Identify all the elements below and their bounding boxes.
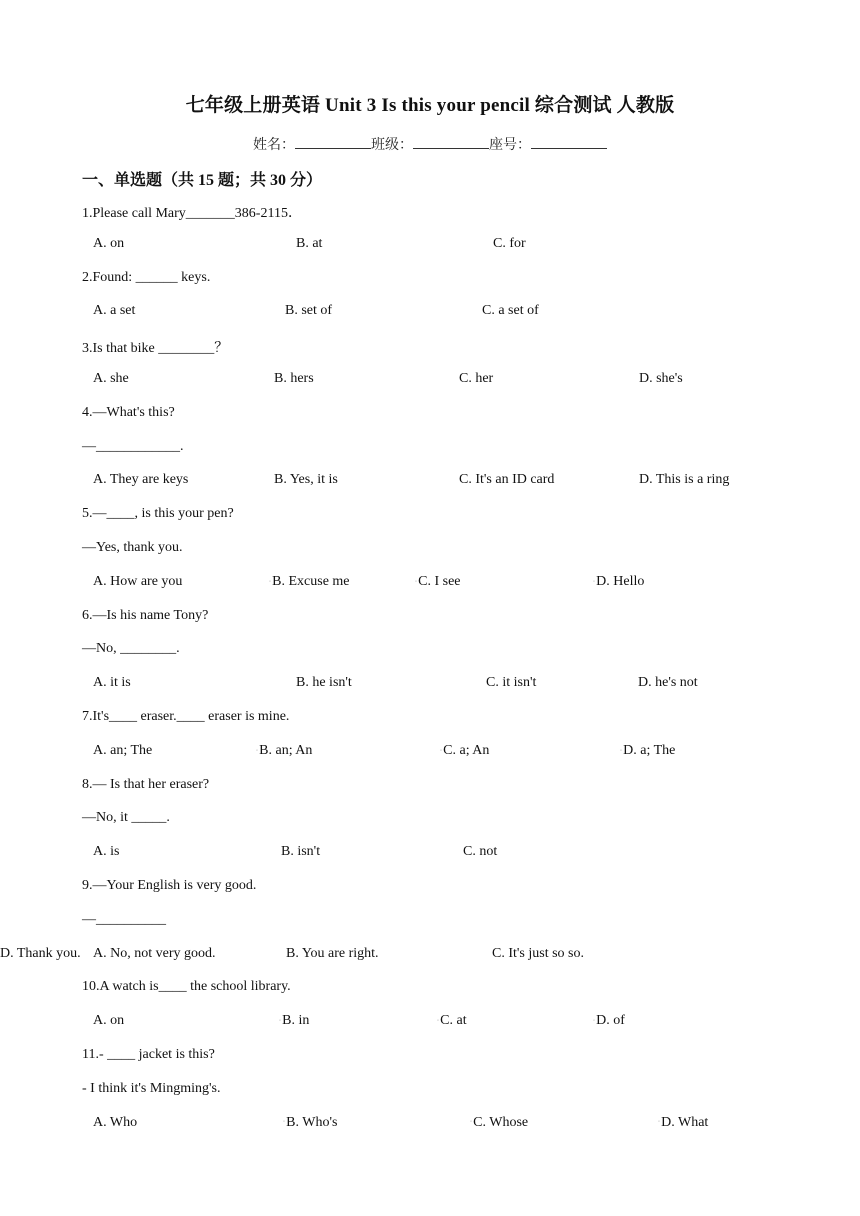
answer-option[interactable] bbox=[281, 844, 320, 860]
answer-option-label: C. Whose bbox=[473, 1114, 529, 1130]
question-dialogue-line: —__________ bbox=[82, 911, 166, 927]
answer-option-label: D. he's not bbox=[638, 675, 698, 691]
options-row bbox=[0, 371, 860, 391]
answer-option-label: B. Excuse me bbox=[272, 573, 350, 589]
answer-option[interactable] bbox=[269, 574, 350, 590]
option-marker-icon: ◦ bbox=[437, 1017, 440, 1024]
answer-option[interactable] bbox=[93, 1013, 124, 1029]
answer-option[interactable] bbox=[639, 472, 729, 488]
answer-option-label: C. a set of bbox=[482, 303, 539, 319]
question-stem: 4.—What's this? bbox=[82, 404, 175, 420]
answer-option-label: B. isn't bbox=[281, 844, 321, 860]
seat-label: 座号： bbox=[489, 138, 531, 153]
answer-option[interactable] bbox=[93, 236, 124, 252]
answer-option-label: B. set of bbox=[285, 303, 333, 319]
question-stem: 3.Is that bike ________？ bbox=[82, 341, 229, 357]
answer-option[interactable] bbox=[0, 946, 81, 962]
answer-option[interactable] bbox=[285, 303, 332, 319]
option-marker-icon: ◦ bbox=[470, 1119, 473, 1126]
answer-option[interactable] bbox=[279, 1013, 309, 1029]
answer-option[interactable] bbox=[283, 1115, 337, 1131]
option-marker-icon: ◦ bbox=[593, 1017, 596, 1024]
class-label: 班级： bbox=[371, 138, 413, 153]
answer-option-label: B. Yes, it is bbox=[274, 472, 338, 488]
answer-option[interactable] bbox=[93, 574, 182, 590]
answer-option[interactable] bbox=[486, 675, 536, 691]
answer-option-label: A. They are keys bbox=[93, 472, 189, 488]
answer-option-label: C. it isn't bbox=[486, 675, 537, 691]
name-label: 姓名： bbox=[253, 138, 295, 153]
page-title: 七年级上册英语 Unit 3 Is this your pencil 综合测试 人教版 bbox=[185, 95, 675, 116]
option-marker-icon: ◦ bbox=[415, 578, 418, 585]
option-marker-icon: ◦ bbox=[440, 747, 443, 754]
question-dialogue-line: —No, ________. bbox=[82, 641, 180, 657]
answer-option-label: C. It's just so so. bbox=[492, 945, 584, 961]
answer-option[interactable] bbox=[459, 371, 493, 387]
options-row bbox=[0, 303, 860, 323]
answer-option-label: A. No, not very good. bbox=[93, 945, 216, 961]
answer-option[interactable] bbox=[593, 1013, 625, 1029]
answer-option-label: A. an; The bbox=[93, 742, 153, 758]
options-row bbox=[0, 1013, 860, 1033]
answer-option-label: A. it is bbox=[93, 675, 131, 691]
question-dialogue-line: —Yes, thank you. bbox=[82, 540, 183, 555]
answer-option[interactable] bbox=[493, 236, 526, 252]
answer-option[interactable] bbox=[440, 743, 489, 759]
options-row bbox=[0, 675, 860, 695]
answer-option-label: C. not bbox=[463, 844, 498, 860]
answer-option[interactable] bbox=[459, 472, 554, 488]
answer-option[interactable] bbox=[93, 946, 216, 962]
answer-option-label: D. Thank you. bbox=[0, 945, 81, 961]
answer-option-label: B. hers bbox=[274, 371, 314, 386]
option-marker-icon: ◦ bbox=[620, 747, 623, 754]
answer-option-label: A. she bbox=[93, 371, 129, 386]
answer-option-label: A. Who bbox=[93, 1114, 138, 1130]
question-stem: 6.—Is his name Tony? bbox=[82, 607, 209, 623]
question-dialogue-line: —____________. bbox=[82, 438, 184, 454]
section-title: 一、单选题（共 15 题；共 30 分） bbox=[82, 172, 323, 189]
answer-option-label: D. a; The bbox=[623, 742, 676, 758]
answer-option-label: C. I see bbox=[418, 573, 461, 589]
answer-option-label: C. her bbox=[459, 371, 494, 386]
answer-option[interactable] bbox=[93, 844, 119, 860]
answer-option[interactable] bbox=[658, 1115, 708, 1131]
option-marker-icon: ◦ bbox=[256, 747, 259, 754]
question-stem: 7.It's____ eraser.____ eraser is mine. bbox=[82, 709, 290, 724]
question-dialogue-line: - I think it's Mingming's. bbox=[82, 1080, 221, 1096]
option-marker-icon: ◦ bbox=[593, 578, 596, 585]
answer-option[interactable] bbox=[93, 743, 152, 759]
answer-option-label: D. of bbox=[596, 1013, 625, 1029]
answer-option-label: A. is bbox=[93, 844, 120, 860]
answer-option[interactable] bbox=[638, 675, 698, 691]
answer-option-label: B. in bbox=[282, 1013, 310, 1029]
answer-option-label: B. Who's bbox=[286, 1114, 338, 1130]
answer-option[interactable] bbox=[93, 472, 188, 488]
options-row bbox=[0, 574, 860, 594]
answer-option-label: C. It's an ID card bbox=[459, 472, 555, 488]
option-marker-icon: ◦ bbox=[269, 578, 272, 585]
answer-option[interactable] bbox=[593, 574, 644, 590]
answer-option-label: A. on bbox=[93, 235, 125, 251]
answer-option[interactable] bbox=[463, 844, 497, 860]
answer-option-label: D. she's bbox=[639, 371, 683, 386]
answer-option[interactable] bbox=[639, 371, 683, 387]
answer-option[interactable] bbox=[93, 675, 131, 691]
options-row bbox=[0, 1115, 860, 1135]
question-dialogue-line: —No, it _____. bbox=[82, 810, 170, 826]
class-blank[interactable] bbox=[413, 136, 489, 149]
option-marker-icon: ◦ bbox=[658, 1119, 661, 1126]
answer-option-label: C. for bbox=[493, 235, 526, 251]
answer-option[interactable] bbox=[492, 946, 584, 962]
answer-option-label: B. You are right. bbox=[286, 945, 379, 961]
answer-option[interactable] bbox=[256, 743, 312, 759]
answer-option[interactable] bbox=[296, 236, 322, 252]
answer-option-label: D. Hello bbox=[596, 573, 645, 589]
answer-option-label: C. at bbox=[440, 1013, 467, 1029]
answer-option-label: A. How are you bbox=[93, 573, 183, 589]
options-row bbox=[0, 743, 860, 763]
answer-option-label: B. an; An bbox=[259, 742, 313, 758]
question-stem: 10.A watch is____ the school library. bbox=[82, 979, 291, 995]
option-marker-icon: ◦ bbox=[283, 1119, 286, 1126]
answer-option[interactable] bbox=[482, 303, 539, 319]
answer-option[interactable] bbox=[470, 1115, 528, 1131]
answer-option[interactable] bbox=[274, 371, 314, 387]
options-row bbox=[0, 472, 860, 492]
answer-option[interactable] bbox=[286, 946, 379, 962]
answer-option-label: D. What bbox=[661, 1114, 709, 1130]
question-stem: 5.—____, is this your pen? bbox=[82, 506, 234, 522]
answer-option[interactable] bbox=[93, 303, 135, 319]
answer-option-label: A. on bbox=[93, 1013, 125, 1029]
answer-option[interactable] bbox=[437, 1013, 467, 1029]
answer-option-label: D. This is a ring bbox=[639, 472, 730, 488]
question-stem: 2.Found: ______ keys. bbox=[82, 269, 211, 285]
answer-option[interactable] bbox=[620, 743, 675, 759]
answer-option[interactable] bbox=[274, 472, 338, 488]
seat-blank[interactable] bbox=[531, 136, 607, 149]
answer-option-label: B. he isn't bbox=[296, 675, 352, 691]
answer-option[interactable] bbox=[93, 1115, 137, 1131]
options-row bbox=[0, 946, 860, 966]
answer-option-label: A. a set bbox=[93, 303, 136, 319]
option-marker-icon: ◦ bbox=[279, 1017, 282, 1024]
name-blank[interactable] bbox=[295, 136, 371, 149]
question-stem: 1.Please call Mary_______386-2115． bbox=[82, 206, 302, 221]
options-row bbox=[0, 236, 860, 256]
question-stem: 11.- ____ jacket is this? bbox=[82, 1047, 215, 1062]
answer-option[interactable] bbox=[93, 371, 129, 387]
question-stem: 8.— Is that her eraser? bbox=[82, 776, 210, 792]
question-stem: 9.—Your English is very good. bbox=[82, 878, 257, 893]
answer-option-label: B. at bbox=[296, 235, 323, 251]
options-row bbox=[0, 844, 860, 864]
answer-option[interactable] bbox=[415, 574, 461, 590]
answer-option[interactable] bbox=[296, 675, 352, 691]
student-info-row bbox=[0, 134, 860, 154]
answer-option-label: C. a; An bbox=[443, 742, 490, 758]
